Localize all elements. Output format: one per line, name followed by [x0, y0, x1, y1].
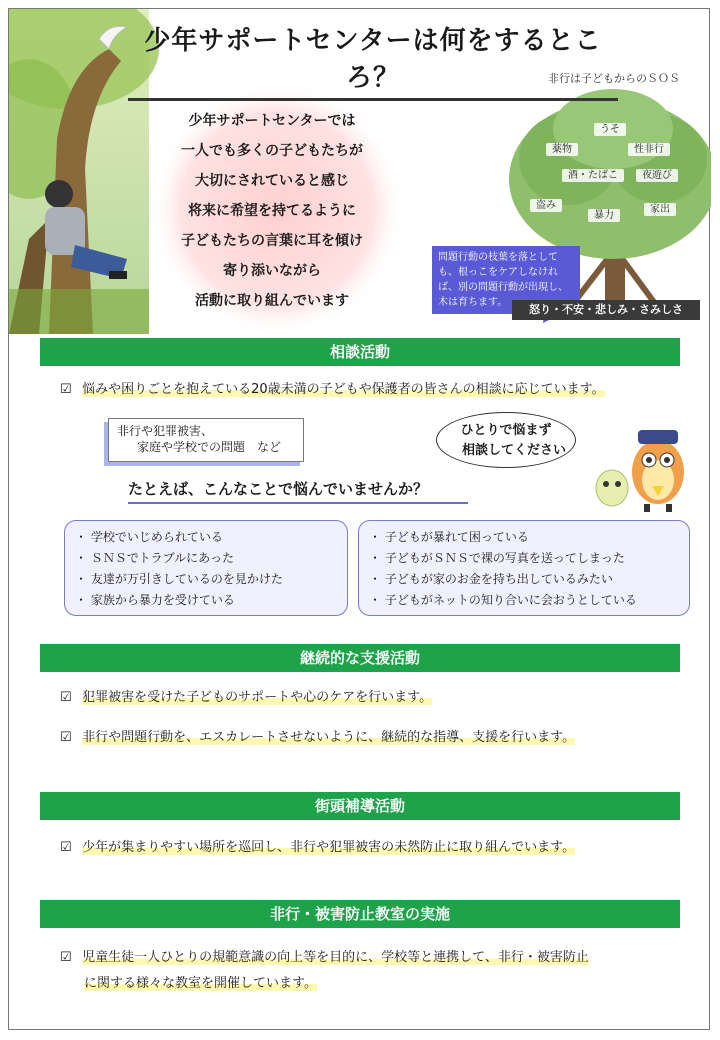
youth-concerns-list	[64, 520, 348, 616]
hero-message	[162, 106, 382, 316]
tree-note: 問題行動の枝葉を落としても、根っこをケアしなければ、別の問題行動が出現し、木は育ちます。	[432, 246, 580, 314]
item-text: 悩みや困りごとを抱えている20歳未満の子どもや保護者の皆さんの相談に応じています。	[82, 382, 605, 397]
speech-bubble	[436, 412, 576, 468]
list-item: ・ 家族から暴力を受けている	[75, 593, 235, 607]
example-prompt: たとえば、こんなことで悩んでいませんか？	[128, 478, 468, 504]
example-line: 家庭や学校での問題 など	[137, 440, 282, 454]
bubble-line: 相談してください	[461, 443, 566, 458]
list-item: ・ 子どもがＳＮＳで裸の写真を送ってしまった	[369, 551, 625, 565]
parent-concerns-list	[358, 520, 690, 616]
item-text: 児童生徒一人ひとりの規範意識の向上等を目的に、学校等と連携して、非行・被害防止	[82, 950, 589, 965]
mascot-illustration	[588, 424, 688, 518]
list-item: ・ 友達が万引きしているのを見かけた	[75, 572, 283, 586]
support-item	[60, 688, 432, 708]
owl-mascot-icon	[588, 424, 688, 514]
item-text: 非行や問題行動を、エスカレートさせないように、継続的な指導、支援を行います。	[82, 730, 576, 745]
class-item-continued	[84, 974, 317, 994]
tree-word: 酒・たばこ	[562, 166, 624, 181]
consult-item	[60, 380, 605, 400]
section-heading-consult: 相談活動	[40, 338, 680, 366]
checkbox-icon: ☑	[60, 730, 72, 745]
example-box	[108, 418, 304, 462]
tree-word: 夜遊び	[636, 166, 678, 181]
hero-line: 子どもたちの言葉に耳を傾け	[181, 233, 363, 249]
checkbox-icon: ☑	[60, 950, 72, 965]
item-text: 少年が集まりやすい場所を巡回し、非行や犯罪被害の未然防止に取り組んでいます。	[82, 840, 576, 855]
bubble-line: ひとりで悩まず	[460, 423, 552, 438]
list-item: ・ 子どもが家のお金を持ち出しているみたい	[369, 572, 613, 586]
hero-line: 将来に希望を持てるように	[188, 203, 356, 219]
checkbox-icon: ☑	[60, 382, 72, 397]
support-item	[60, 728, 575, 748]
tree-word: 盗み	[530, 196, 562, 211]
item-text: に関する様々な教室を開催しています。	[84, 976, 317, 991]
list-item: ・ ＳＮＳでトラブルにあった	[75, 551, 234, 565]
section-heading-ongoing-support: 継続的な支援活動	[40, 644, 680, 672]
checkbox-icon: ☑	[60, 690, 72, 705]
tree-word: 家出	[644, 200, 676, 215]
tree-word: 性非行	[628, 140, 670, 155]
hero-line: 寄り添いながら	[223, 263, 321, 279]
list-item: ・ 子どもが暴れて困っている	[369, 530, 529, 544]
tree-word: うそ	[594, 120, 626, 135]
class-item	[60, 948, 589, 968]
list-item: ・ 学校でいじめられている	[75, 530, 223, 544]
hero-line: 活動に取り組んでいます	[195, 293, 349, 309]
example-line: 非行や犯罪被害、	[117, 424, 214, 438]
hero-line: 少年サポートセンターでは	[188, 113, 356, 129]
tree-root-label: 怒り・不安・悲しみ・さみしさ	[512, 300, 700, 320]
list-item: ・ 子どもがネットの知り合いに会おうとしている	[369, 593, 637, 607]
section-heading-street-guidance: 街頭補導活動	[40, 792, 680, 820]
item-text: 犯罪被害を受けた子どものサポートや心のケアを行います。	[82, 690, 433, 705]
tree-caption: 非行は子どもからのＳＯＳ	[548, 72, 680, 85]
hero-line: 一人でも多くの子どもたちが	[181, 143, 363, 159]
tree-word: 暴力	[588, 206, 620, 221]
street-item	[60, 838, 575, 858]
checkbox-icon: ☑	[60, 840, 72, 855]
tree-word: 薬物	[546, 140, 578, 155]
hero-line: 大切にされていると感じ	[195, 173, 349, 189]
section-heading-prevention-class: 非行・被害防止教室の実施	[40, 900, 680, 928]
page-title: 少年サポートセンターは何をするところ？	[128, 20, 618, 101]
